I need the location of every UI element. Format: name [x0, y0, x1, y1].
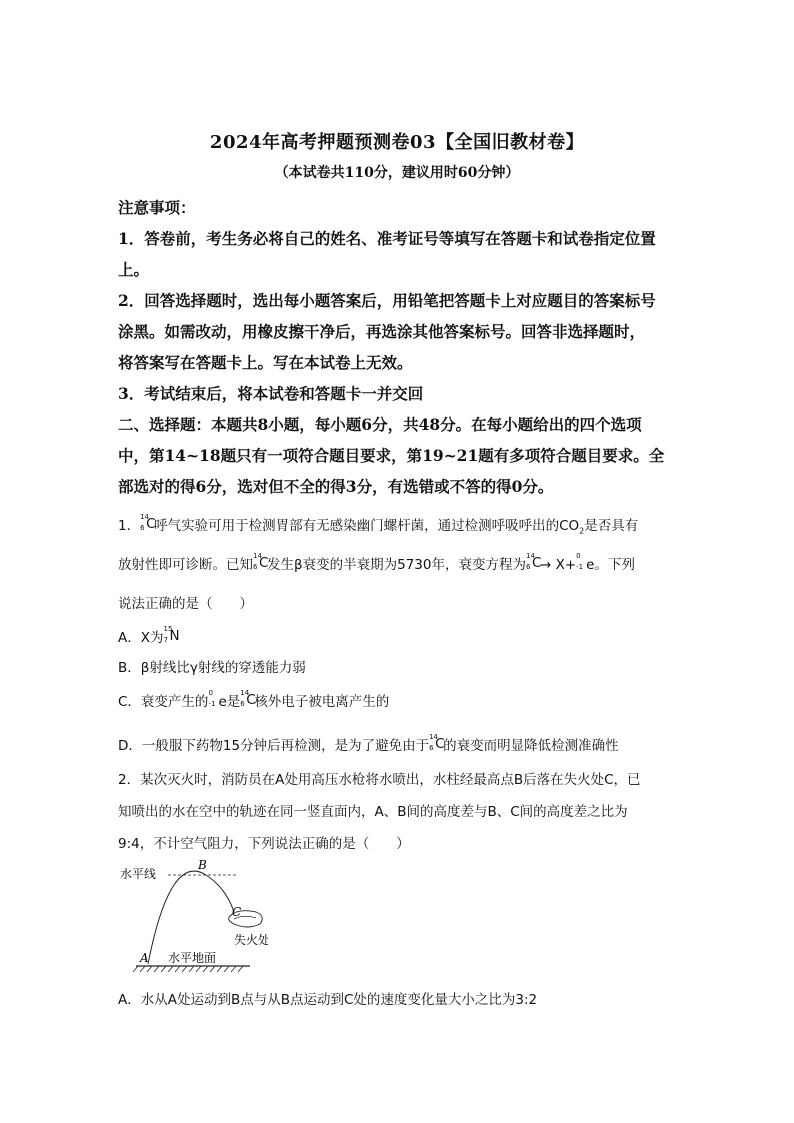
- hatch-mark: [154, 966, 159, 972]
- notice-item-1-line-1: 1．答卷前，考生务必将自己的姓名、准考证号等填写在答题卡和试卷指定位置: [118, 229, 656, 248]
- page-subtitle: （本试卷共110分，建议用时60分钟）: [274, 165, 520, 181]
- section-line-2: 中，第14~18题只有一项符合题目要求，第19~21题有多项符合题目要求。全: [118, 446, 665, 465]
- fire-label: 失火处: [234, 933, 268, 947]
- q1-option-d[interactable]: [118, 734, 619, 754]
- point-c-label: C: [232, 905, 242, 919]
- q1-co2-subscript: 2: [579, 526, 585, 536]
- trajectory-diagram: [118, 856, 268, 974]
- q2-line-3: 9:4，不计空气阻力，下列说法正确的是（ ）: [118, 836, 410, 852]
- q2-line-2: 知喷出的水在空中的轨迹在同一竖直面内，A、B间的高度差与B、C间的高度差之比为: [118, 804, 628, 820]
- horizontal-line-label: 水平线: [120, 867, 157, 881]
- q1-option-c-text-c: 核外电子被电离产生的: [254, 694, 390, 710]
- notice-item-2-line-1: 2．回答选择题时，选出每小题答案后，用铅笔把答题卡上对应题目的答案标号: [118, 291, 656, 310]
- q1-option-c-text-b: e是: [218, 694, 241, 710]
- trajectory-figure: [118, 856, 268, 974]
- section-line-3: 部选对的得6分，选对但不全的得3分，有选错或不答的得0分。: [118, 477, 554, 496]
- carbon-14-nuclide: 14 6 C: [140, 513, 156, 532]
- carbon-14-nuclide: 14 6 C: [525, 552, 542, 571]
- hatch-mark: [168, 966, 173, 972]
- ground-label: 水平地面: [168, 951, 217, 965]
- notice-item-2-line-3: 将答案写在答题卡上。写在本试卷上无效。: [118, 353, 413, 372]
- q2-option-a[interactable]: A．水从A处运动到B点与从B点运动到C处的速度变化量大小之比为3:2: [118, 992, 538, 1008]
- hatch-mark: [161, 966, 166, 972]
- carbon-14-nuclide: 14 6 C: [240, 689, 256, 708]
- q1-option-a[interactable]: [118, 625, 180, 646]
- q1-option-c[interactable]: [118, 690, 389, 710]
- q1-line-1: [118, 514, 638, 536]
- hatch-mark: [133, 966, 138, 972]
- q1-text-a: 呼气实验可用于检测胃部有无感染幽门螺杆菌，通过检测呼吸呼出的CO: [154, 518, 580, 534]
- hatch-mark: [189, 966, 194, 972]
- q1-line-3: 说法正确的是（ ）: [118, 596, 253, 612]
- q1-text-e: e。下列: [586, 557, 635, 573]
- hatch-mark: [210, 966, 215, 972]
- q1-option-d-text-a: D．一般服下药物15分钟后再检测，是为了避免由于: [118, 738, 430, 754]
- notice-heading: 注意事项：: [118, 198, 196, 217]
- hatch-mark: [147, 966, 152, 972]
- hatch-mark: [140, 966, 145, 972]
- point-b-label: B: [198, 858, 207, 872]
- q2-line-1: 2．某次灭火时，消防员在A处用高压水枪将水喷出，水柱经最高点B后落在失火处C，已: [118, 772, 641, 788]
- hatch-mark: [238, 966, 243, 972]
- q1-option-b[interactable]: B．β射线比γ射线的穿透能力弱: [118, 660, 306, 676]
- q1-option-a-text: A．X为: [118, 630, 164, 646]
- hatch-mark: [217, 966, 222, 972]
- hatch-mark: [224, 966, 229, 972]
- notice-item-3: 3．考试结束后，将本试卷和答题卡一并交回: [118, 384, 424, 403]
- q1-text-c: 放射性即可诊断。已知: [118, 557, 253, 573]
- ground-hatching: [133, 966, 243, 972]
- notice-item-1-line-2: 上。: [118, 260, 150, 279]
- q1-option-c-text-a: C．衰变产生的: [118, 694, 209, 710]
- section-line-1: 二、选择题：本题共8小题，每小题6分，共48分。在每小题给出的四个选项: [118, 415, 642, 434]
- hatch-mark: [203, 966, 208, 972]
- electron-nuclide: 0 -1: [576, 552, 584, 571]
- q1-number: 1．: [118, 518, 141, 534]
- carbon-14-nuclide: 14 6 C: [429, 733, 445, 752]
- hatch-mark: [196, 966, 201, 972]
- notice-item-2-line-2: 涂黑。如需改动，用橡皮擦干净后，再选涂其他答案标号。回答非选择题时，: [118, 322, 646, 341]
- hatch-mark: [182, 966, 187, 972]
- q1-line-2: [118, 553, 635, 573]
- hatch-mark: [231, 966, 236, 972]
- point-a-label: A: [140, 951, 149, 965]
- q1-equation: → X+: [539, 557, 577, 573]
- q1-text-d: 发生β衰变的半衰期为5730年，衰变方程为: [267, 557, 526, 573]
- q1-text-b: 是否具有: [584, 518, 639, 534]
- carbon-14-nuclide: 14 6 C: [253, 552, 269, 571]
- q1-option-d-text-b: 的衰变而明显降低检测准确性: [443, 738, 619, 754]
- electron-nuclide: 0 -1: [208, 689, 216, 708]
- hatch-mark: [175, 966, 180, 972]
- nitrogen-15-nuclide: 15 7 N: [163, 625, 180, 644]
- page-title: 2024年高考押题预测卷03【全国旧教材卷】: [209, 132, 585, 153]
